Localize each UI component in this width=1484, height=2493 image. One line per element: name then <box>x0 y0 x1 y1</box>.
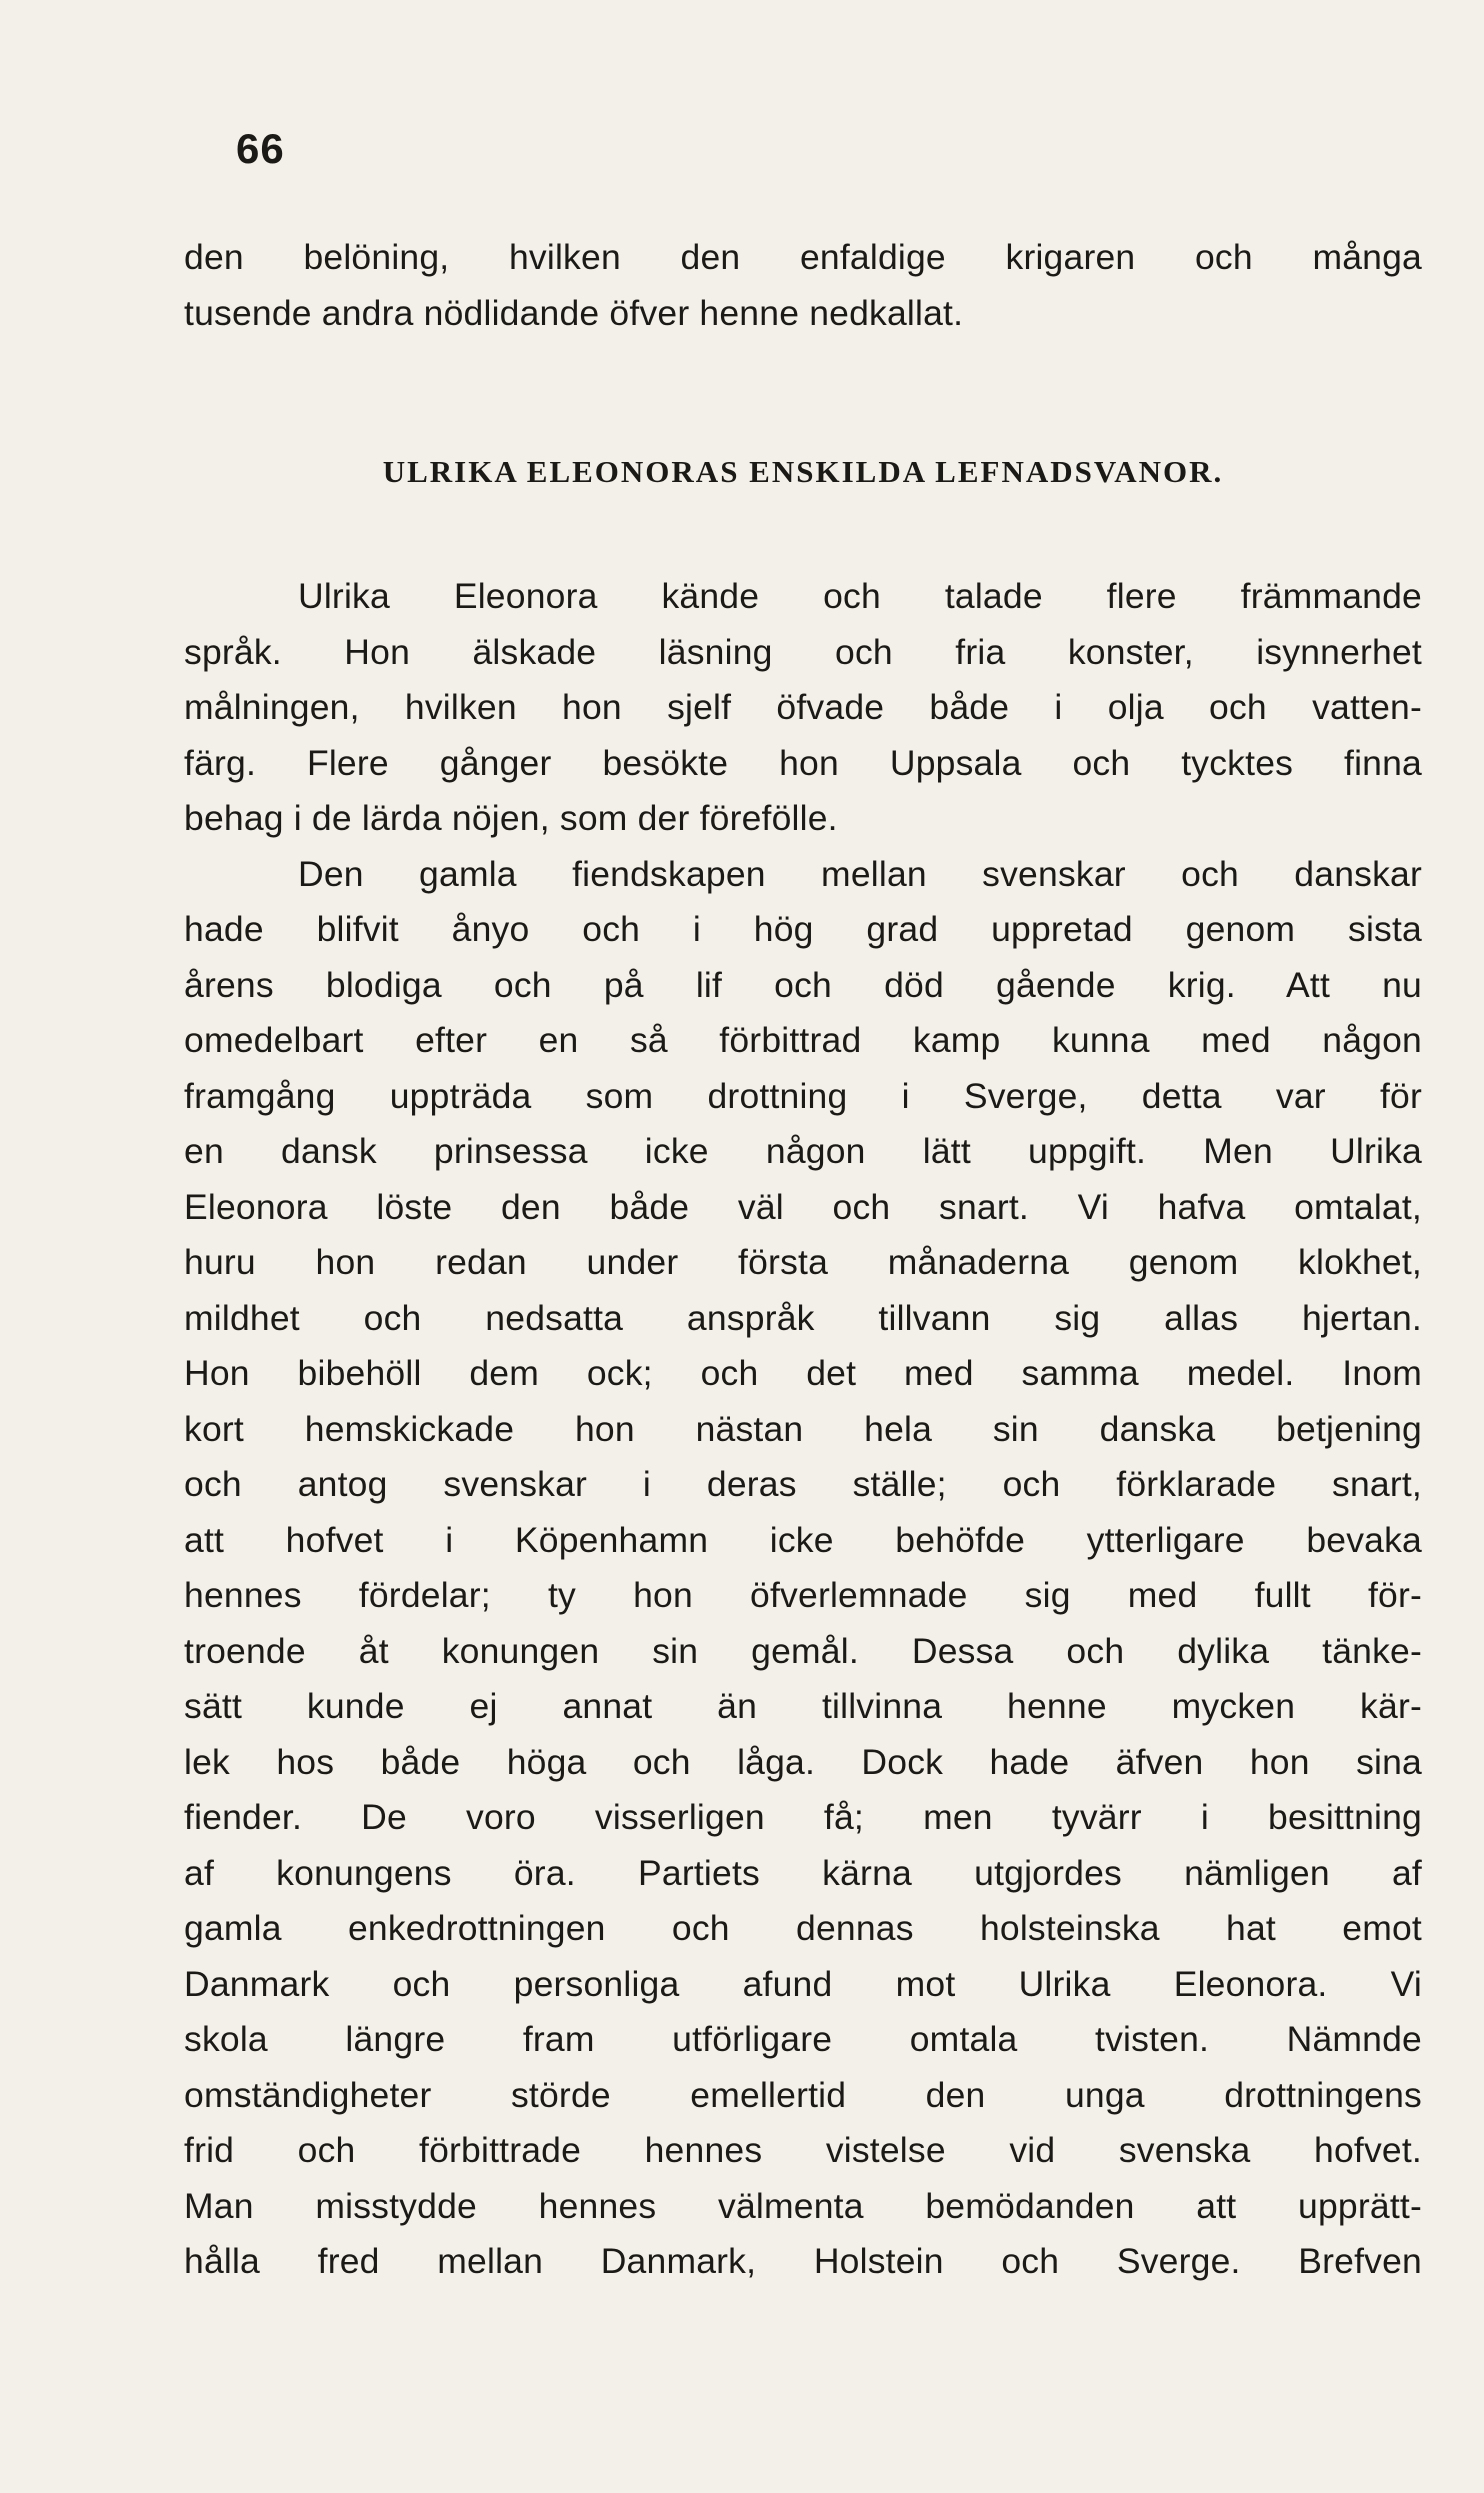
text-line: och antog svenskar i deras ställe; och förklarade snart, <box>184 1464 1422 1504</box>
text-line: Man misstydde hennes välmenta bemödanden att upprätt- <box>184 2185 1422 2226</box>
text-line: frid och förbittrade hennes vistelse vid svenska hofvet. <box>184 2130 1422 2170</box>
text-line: behag i de lärda nöjen, som der förefölle. <box>184 798 838 838</box>
text-line: Hon bibehöll dem ock; och det med samma medel. Inom <box>184 1353 1422 1393</box>
text-line: den belöning, hvilken den enfaldige krigaren och många <box>184 237 1422 277</box>
text-line: hade blifvit ånyo och i hög grad uppretad genom sista <box>184 909 1422 949</box>
text-line: Eleonora löste den både väl och snart. Vi hafva omtalat, <box>184 1186 1422 1227</box>
text-line: gamla enkedrottningen och dennas holsteinska hat emot <box>184 1908 1422 1948</box>
page-number: 66 <box>236 125 285 172</box>
text-line: omedelbart efter en så förbittrad kamp kunna med någon <box>184 1020 1422 1060</box>
text-line: färg. Flere gånger besökte hon Uppsala och tycktes finna <box>184 742 1422 783</box>
text-line: mildhet och nedsatta anspråk tillvann sig allas hjertan. <box>184 1297 1422 1338</box>
section-body <box>184 569 1422 2290</box>
text-line: en dansk prinsessa icke någon lätt uppgift. Men Ulrika <box>184 1131 1422 1171</box>
text-line: Ulrika Eleonora kände och talade flere främmande <box>298 576 1422 616</box>
text-line: kort hemskickade hon nästan hela sin danska betjening <box>184 1408 1422 1449</box>
text-line: hålla fred mellan Danmark, Holstein och Sverge. Brefven <box>184 2241 1422 2281</box>
text-line: målningen, hvilken hon sjelf öfvade både i olja och vatten- <box>184 687 1422 727</box>
text-line: språk. Hon älskade läsning och fria konster, isynnerhet <box>184 631 1422 672</box>
text-line: omständigheter störde emellertid den unga drottningens <box>184 2074 1422 2115</box>
text-line: hennes fördelar; ty hon öfverlemnade sig med fullt för- <box>184 1575 1422 1615</box>
text-line: fiender. De voro visserligen få; men tyvärr i besittning <box>184 1797 1422 1837</box>
text-line: att hofvet i Köpenhamn icke behöfde ytterligare bevaka <box>184 1519 1422 1560</box>
text-line: af konungens öra. Partiets kärna utgjordes nämligen af <box>184 1852 1422 1893</box>
text-line: framgång uppträda som drottning i Sverge, detta var för <box>184 1075 1422 1116</box>
text-line: årens blodiga och på lif och död gående krig. Att nu <box>184 964 1422 1005</box>
text-line: lek hos både höga och låga. Dock hade äfven hon sina <box>184 1741 1422 1782</box>
intro-paragraph <box>184 230 1422 341</box>
text-line: tusende andra nödlidande öfver henne nedkallat. <box>184 292 964 333</box>
text-line: huru hon redan under första månaderna genom klokhet, <box>184 1242 1422 1282</box>
text-line: Danmark och personliga afund mot Ulrika Eleonora. Vi <box>184 1963 1422 2004</box>
text-line: skola längre fram utförligare omtala tvisten. Nämnde <box>184 2019 1422 2059</box>
text-line: Den gamla fiendskapen mellan svenskar och danskar <box>298 853 1422 894</box>
text-line: sätt kunde ej annat än tillvinna henne mycken kär- <box>184 1686 1422 1726</box>
section-heading: ULRIKA ELEONORAS ENSKILDA LEFNADSVANOR. <box>382 454 1224 489</box>
text-line: troende åt konungen sin gemål. Dessa och dylika tänke- <box>184 1630 1422 1671</box>
